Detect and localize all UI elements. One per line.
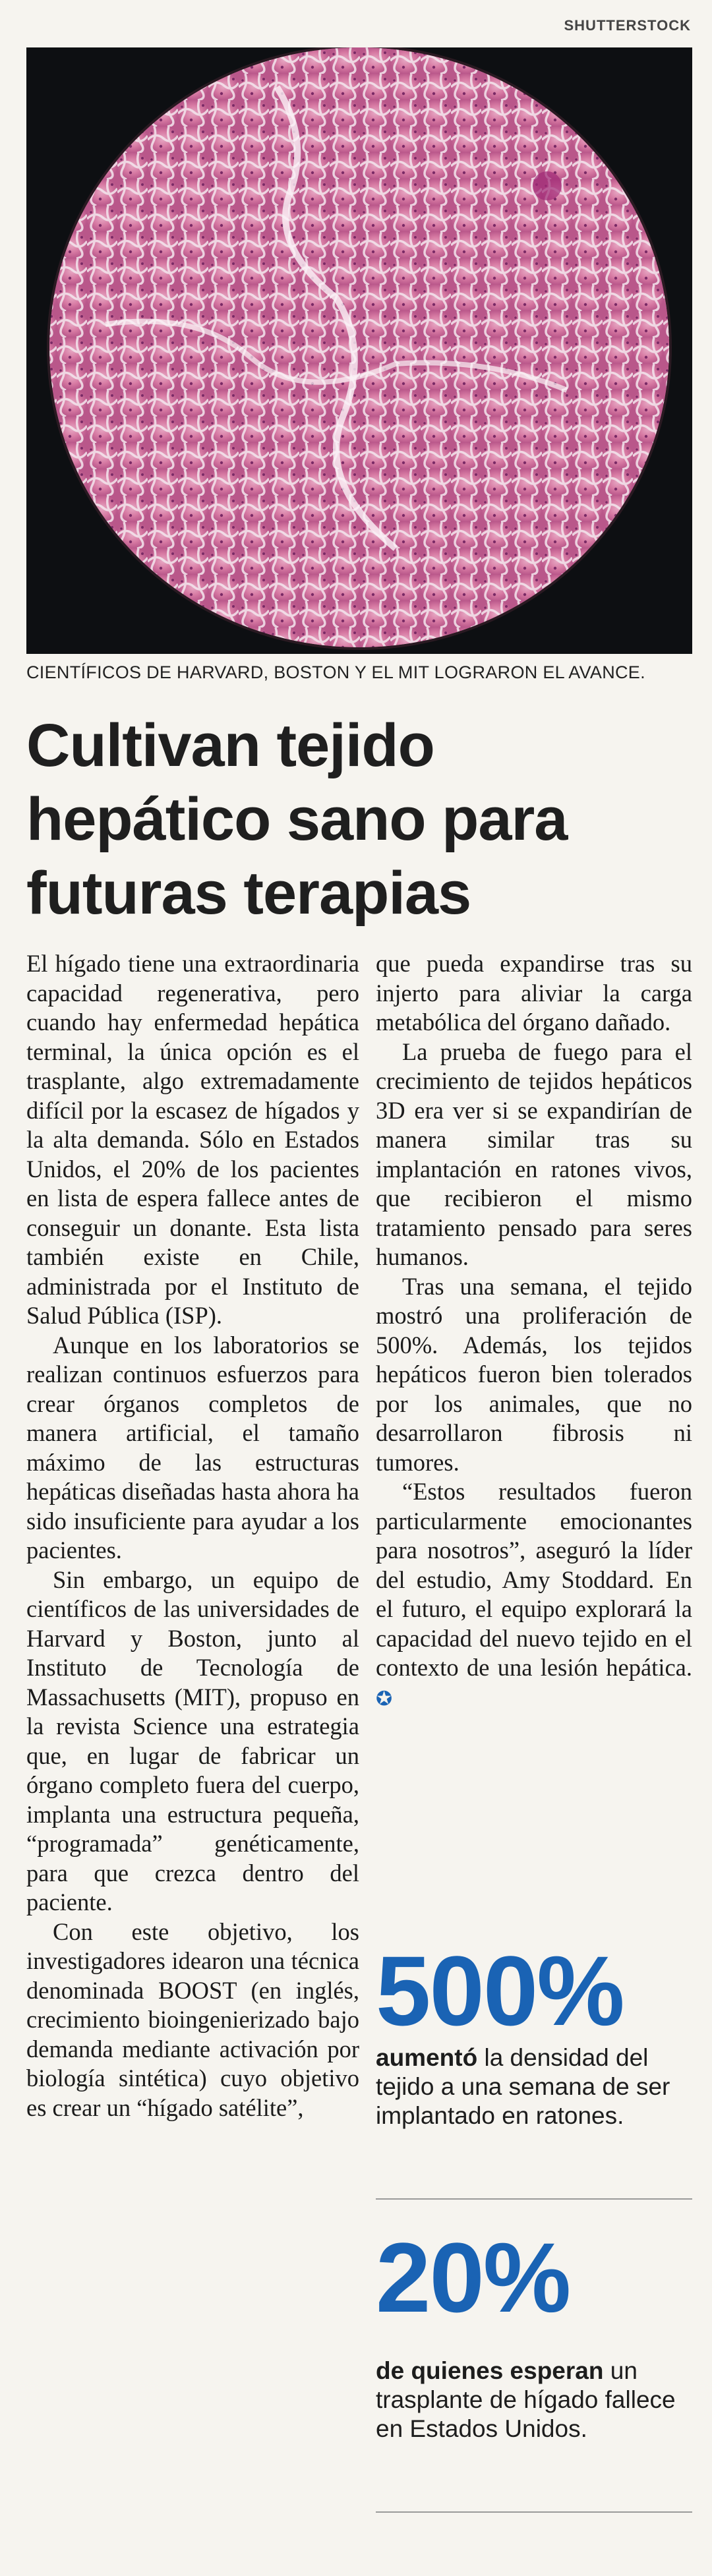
liver-tissue-photo bbox=[26, 47, 692, 654]
stat-lead: aumentó bbox=[376, 2044, 478, 2071]
article-column-left bbox=[26, 949, 359, 2122]
stat-block-20 bbox=[376, 2222, 686, 2444]
stat-description bbox=[376, 2356, 686, 2444]
paragraph: El hígado tiene una extraordinaria capacidad regenerativa, pero cuando hay enfermedad hepática terminal, la única opción es el trasplante, algo extremadamente difícil por la escasez de hígados y la alta demanda. Sólo en Estados Unidos, el 20% de los pacientes en lista de espera fallece antes de conseguir un donante. Esta lista también existe en Chile, administrada por el Instituto de Salud Pública (ISP). bbox=[26, 950, 359, 1329]
stat-value: 20% bbox=[376, 2222, 570, 2333]
paragraph: La prueba de fuego para el crecimiento de tejidos hepáticos 3D era ver si se expandirían de manera similar tras su implantación en ratones vivos, que recibieron el mismo tratamiento pensado para seres humanos. bbox=[376, 1038, 692, 1270]
paragraph: Tras una semana, el tejido mostró una proliferación de 500%. Además, los tejidos hepáticos fueron bien tolerados por los animales, que no desarrollaron fibrosis ni tumores. bbox=[376, 1272, 692, 1476]
end-mark-icon: ✪ bbox=[376, 1687, 393, 1710]
stat-lead: de quienes esperan bbox=[376, 2357, 604, 2384]
stat-divider bbox=[376, 2511, 692, 2513]
paragraph: Con este objetivo, los investigadores idearon una técnica denominada BOOST (en inglés, crecimiento bioingenierizado bajo demanda mediante activación por biología sintética) cuyo objetivo es crear un “hígado satélite”, bbox=[26, 1917, 359, 2121]
stat-block-500 bbox=[376, 1935, 686, 2130]
stat-text: la densidad del tejido a una semana de ser implantado en ratones. bbox=[376, 2044, 670, 2129]
headline: Cultivan tejido hepático sano para futuras terapias bbox=[26, 712, 568, 927]
paragraph: que pueda expandirse tras su injerto para aliviar la carga metabólica del órgano dañado. bbox=[376, 950, 692, 1036]
photo-credit: SHUTTERSTOCK bbox=[564, 17, 691, 34]
article-column-right bbox=[376, 949, 692, 1714]
stat-divider bbox=[376, 2198, 692, 2200]
stat-text: un trasplante de hígado fallece en Estados Unidos. bbox=[376, 2357, 676, 2442]
stat-value: 500% bbox=[376, 1935, 624, 2046]
photo-caption: CIENTÍFICOS DE HARVARD, BOSTON Y EL MIT LOGRARON EL AVANCE. bbox=[26, 662, 645, 682]
paragraph: Aunque en los laboratorios se realizan continuos esfuerzos para crear órganos completos de manera artificial, el tamaño máximo de las estructuras hepáticas diseñadas hasta ahora ha sido insuficiente para ayudar a los pacientes. bbox=[26, 1331, 359, 1564]
stat-description bbox=[376, 2043, 686, 2130]
paragraph-text: “Estos resultados fueron particularmente emocionantes para nosotros”, aseguró la líder del estudio, Amy Stoddard. En el futuro, el equipo explorará la capacidad del nuevo tejido en el contexto de una lesión hepática. bbox=[376, 1478, 692, 1681]
paragraph: Sin embargo, un equipo de científicos de las universidades de Harvard y Boston, junto al Instituto de Tecnología de Massachusetts (MIT), propuso en la revista Science una estrategia que, en lugar de fabricar un órgano completo fuera del cuerpo, implanta una estructura pequeña, “programada” genéticamente, para que crezca dentro del paciente. bbox=[26, 1566, 359, 1916]
paragraph bbox=[376, 1477, 692, 1714]
